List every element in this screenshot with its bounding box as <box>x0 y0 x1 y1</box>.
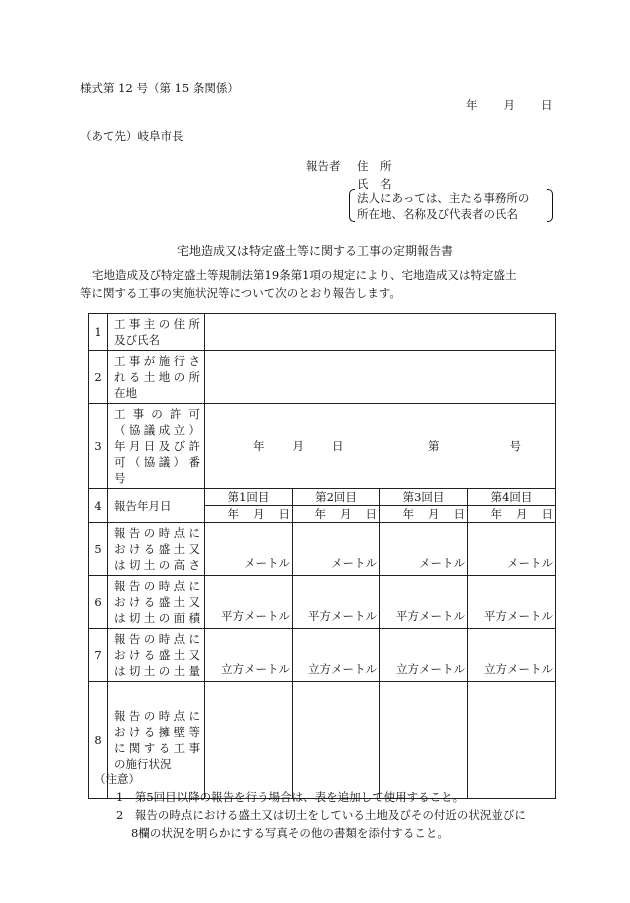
row-label: 工 事 の 許 可 （協議成立） 年月日及び許 可（協議）番 号 <box>108 404 205 489</box>
notes-heading: （注意） <box>94 772 140 786</box>
height-value-2[interactable]: メートル <box>293 523 380 576</box>
owner-field[interactable] <box>205 314 556 351</box>
intro-paragraph <box>80 266 555 302</box>
area-value-1[interactable]: 平方メートル <box>205 576 293 629</box>
row-height <box>89 523 556 576</box>
report-header-3: 第3回目 <box>380 489 468 506</box>
permit-year: 年 <box>253 439 265 453</box>
left-bracket <box>349 189 355 222</box>
row-site <box>89 351 556 404</box>
intro-line1: 宅地造成及び特定盛土等規制法第19条第1項の規定により、宅地造成又は特定盛土 <box>92 268 517 282</box>
row-number: 1 <box>89 314 108 351</box>
height-value-1[interactable]: メートル <box>205 523 293 576</box>
row-number: 8 <box>89 682 108 799</box>
reporter-name-label: 氏 名 <box>357 177 392 191</box>
row-volume <box>89 629 556 682</box>
row-retaining-wall <box>89 682 556 799</box>
row-label: 報告の時点に おける擁壁等 に関する工事 の施行状況 <box>108 682 205 799</box>
report-header-2: 第2回目 <box>293 489 380 506</box>
report-date-3[interactable]: 年 月 日 <box>380 506 468 523</box>
report-header-1: 第1回目 <box>205 489 293 506</box>
date-day: 日 <box>541 98 553 112</box>
row-label: 報告の時点に おける盛土又 は切土の面積 <box>108 576 205 629</box>
row-number: 3 <box>89 404 108 489</box>
corporate-note-line1: 法人にあっては、主たる事務所の <box>357 191 530 205</box>
row-label: 工事主の住所 及び氏名 <box>108 314 205 351</box>
row-number: 2 <box>89 351 108 404</box>
area-value-3[interactable]: 平方メートル <box>380 576 468 629</box>
wall-status-3[interactable] <box>380 682 468 799</box>
report-date-1[interactable]: 年 月 日 <box>205 506 293 523</box>
wall-status-1[interactable] <box>205 682 293 799</box>
document-title: 宅地造成又は特定盛土等に関する工事の定期報告書 <box>176 244 453 258</box>
date-year: 年 <box>466 98 478 112</box>
row-number: 7 <box>89 629 108 682</box>
corporate-note-bracket <box>349 189 553 222</box>
note-2-line2: 8欄の状況を明らかにする写真その他の書類を添付すること。 <box>131 826 449 840</box>
row-label: 工事が施行さ れる土地の所 在地 <box>108 351 205 404</box>
date-line <box>466 97 553 113</box>
volume-value-3[interactable]: 立方メートル <box>380 629 468 682</box>
intro-line2: 等に関する工事の実施状況等について次のとおり報告します。 <box>80 286 401 300</box>
site-location-field[interactable] <box>205 351 556 404</box>
permit-go: 号 <box>509 439 521 453</box>
area-value-2[interactable]: 平方メートル <box>293 576 380 629</box>
form-number: 様式第 12 号（第 15 条関係） <box>80 81 239 95</box>
report-table <box>88 313 556 799</box>
corporate-note-line2: 所在地、名称及び代表者の氏名 <box>357 207 518 221</box>
permit-field[interactable] <box>205 404 556 489</box>
permit-day: 日 <box>332 439 344 453</box>
wall-status-2[interactable] <box>293 682 380 799</box>
note-2-line1: 2 報告の時点における盛土又は切土をしている土地及びその付近の状況並びに <box>116 808 526 822</box>
addressee: （あて先）岐阜市長 <box>80 129 184 143</box>
row-area <box>89 576 556 629</box>
volume-value-2[interactable]: 立方メートル <box>293 629 380 682</box>
area-value-4[interactable]: 平方メートル <box>468 576 556 629</box>
row-number: 5 <box>89 523 108 576</box>
permit-dai: 第 <box>428 439 440 453</box>
row-report-header <box>89 489 556 506</box>
permit-month: 月 <box>292 439 304 453</box>
right-bracket <box>547 189 553 222</box>
row-label: 報告の時点に おける盛土又 は切土の土量 <box>108 629 205 682</box>
volume-value-4[interactable]: 立方メートル <box>468 629 556 682</box>
report-date-2[interactable]: 年 月 日 <box>293 506 380 523</box>
height-value-3[interactable]: メートル <box>380 523 468 576</box>
note-1: 1 第5回目以降の報告を行う場合は、表を追加して使用すること。 <box>116 790 465 804</box>
reporter-label: 報告者 <box>306 159 341 173</box>
row-number: 6 <box>89 576 108 629</box>
volume-value-1[interactable]: 立方メートル <box>205 629 293 682</box>
row-permit <box>89 404 556 489</box>
wall-status-4[interactable] <box>468 682 556 799</box>
report-header-4: 第4回目 <box>468 489 556 506</box>
row-number: 4 <box>89 489 108 523</box>
report-date-4[interactable]: 年 月 日 <box>468 506 556 523</box>
height-value-4[interactable]: メートル <box>468 523 556 576</box>
date-month: 月 <box>503 98 515 112</box>
row-label: 報告の時点に おける盛土又 は切土の高さ <box>108 523 205 576</box>
row-owner <box>89 314 556 351</box>
reporter-address-label: 住 所 <box>357 159 392 173</box>
row-label: 報告年月日 <box>108 489 205 523</box>
